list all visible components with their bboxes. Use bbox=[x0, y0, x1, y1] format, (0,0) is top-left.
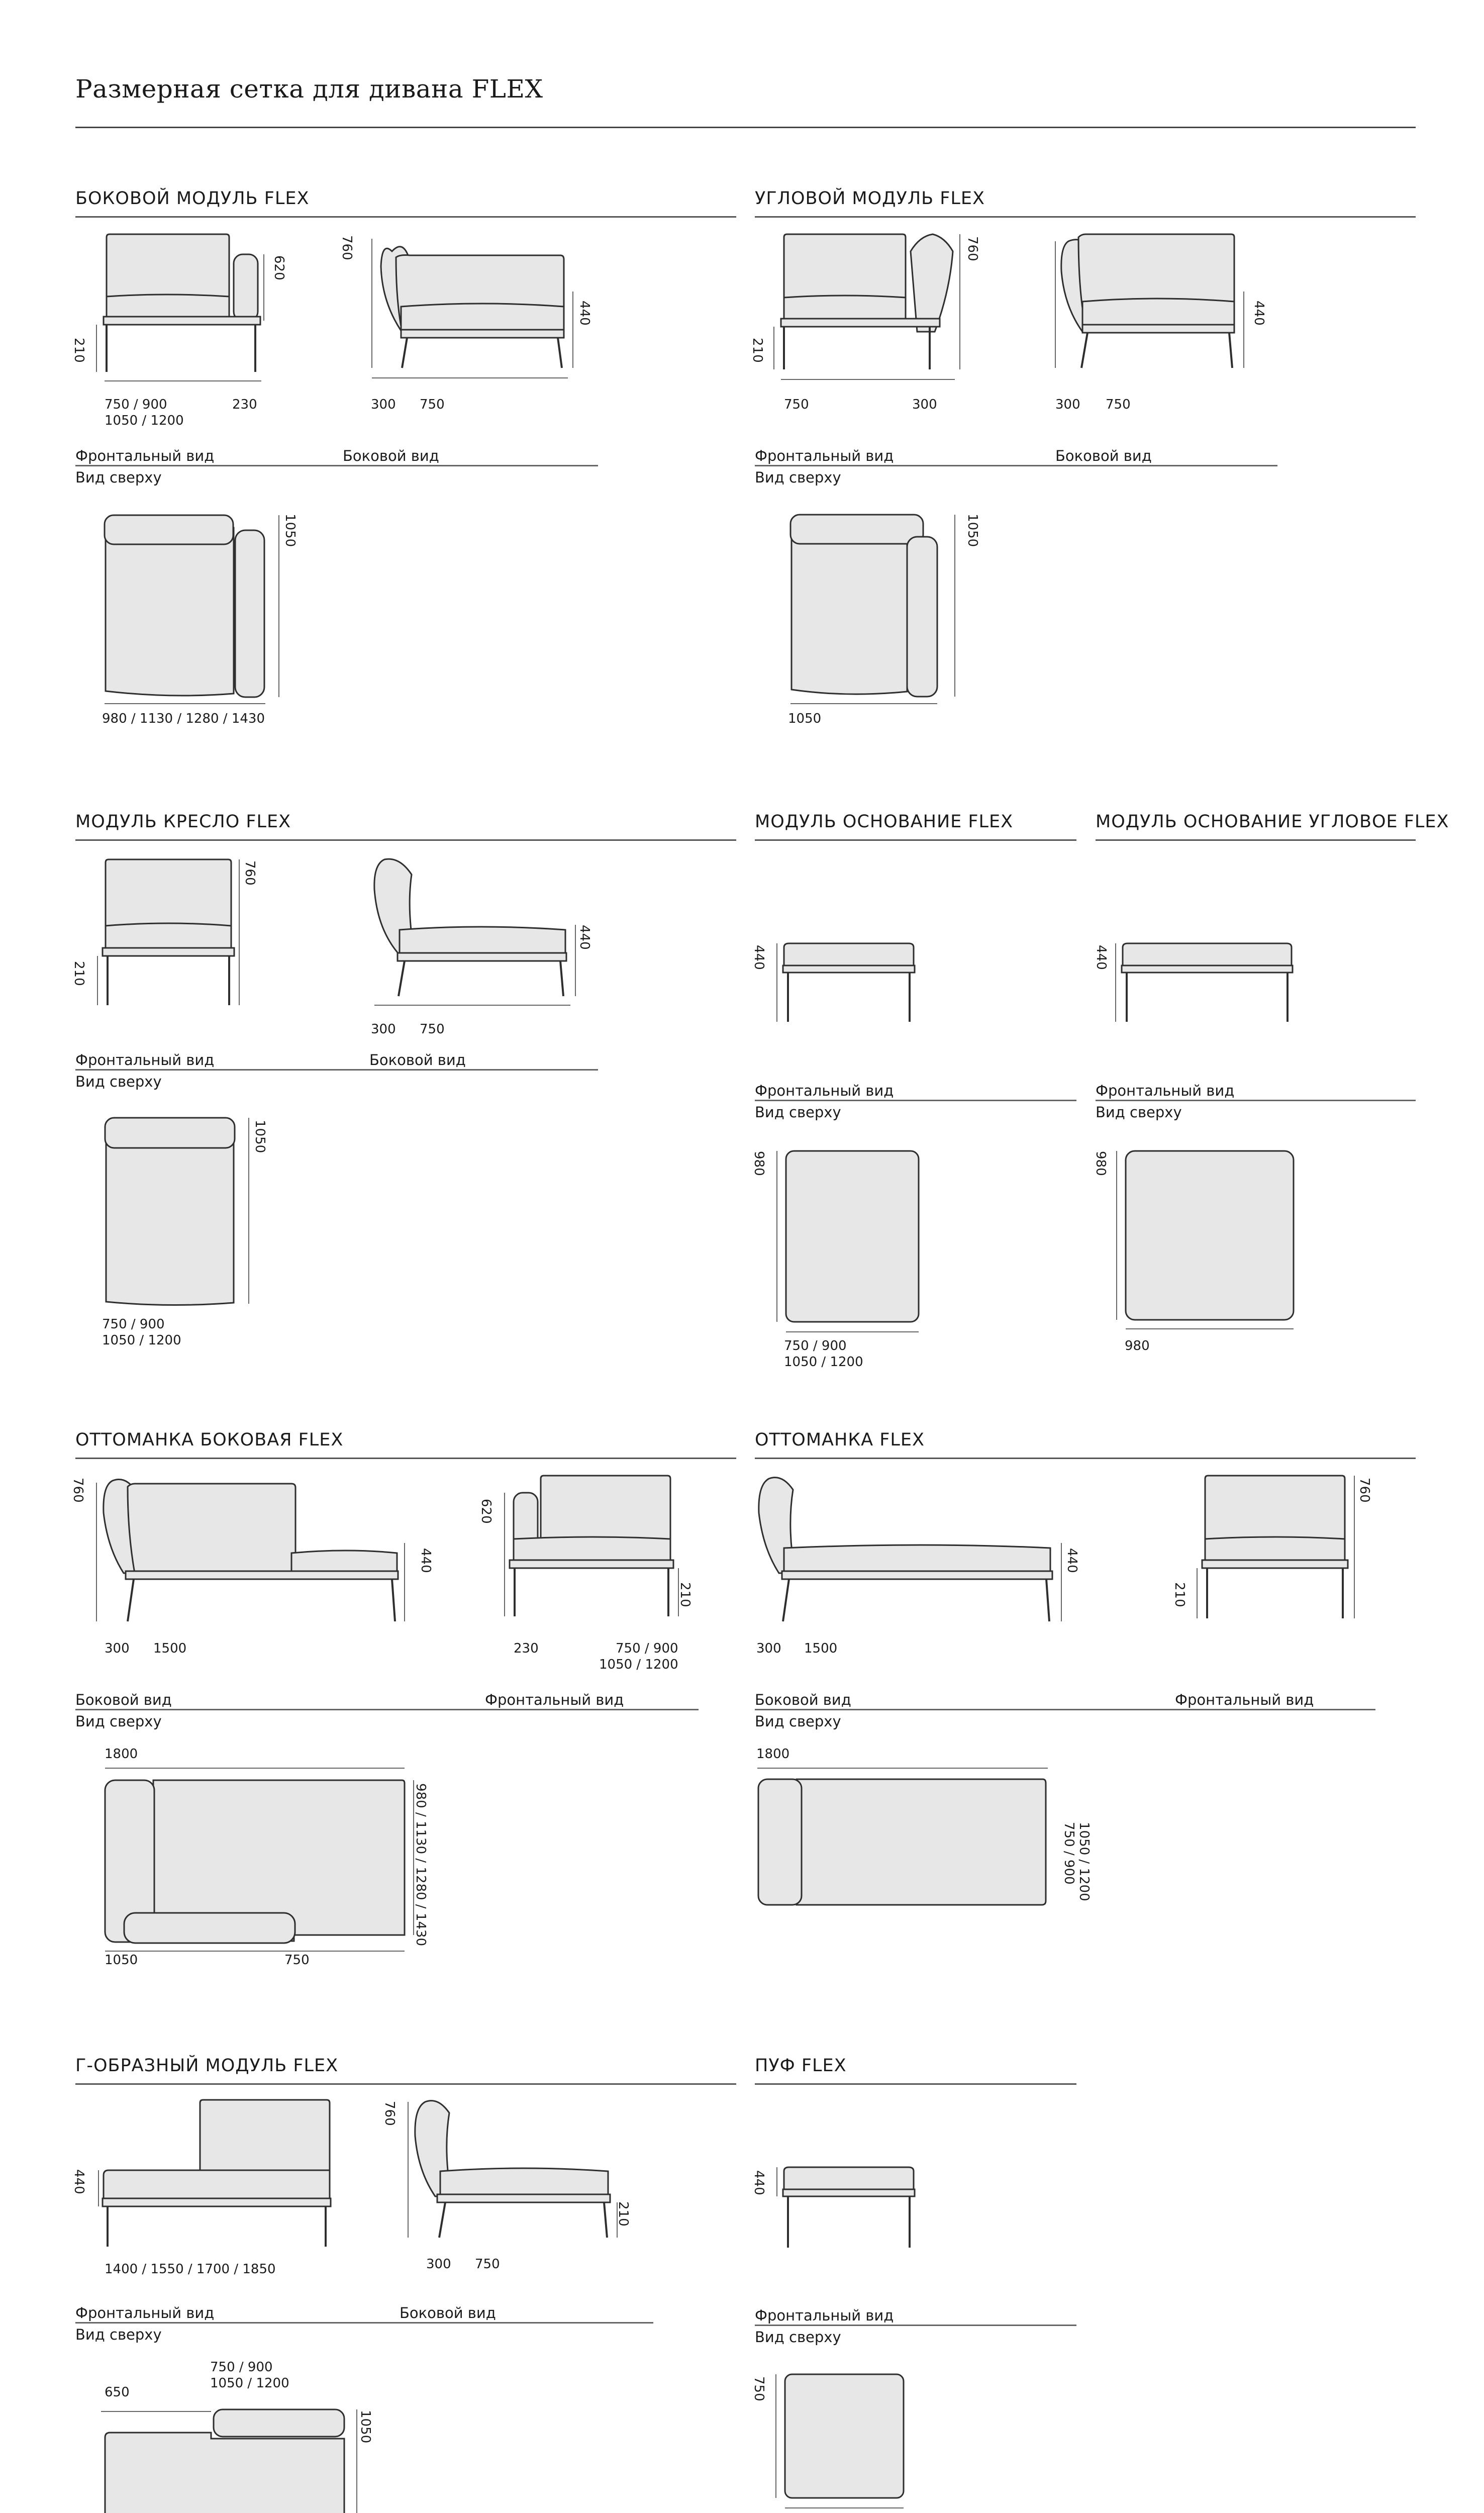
side-view-drawing bbox=[754, 1473, 1096, 1638]
section-divider bbox=[75, 839, 736, 841]
label-front-view: Фронтальный вид bbox=[755, 1082, 894, 1099]
label-front-view: Фронтальный вид bbox=[755, 2307, 894, 2324]
label-top-view: Вид сверху bbox=[755, 1104, 841, 1121]
dim-side-leg: 210 bbox=[616, 2201, 631, 2227]
section-divider bbox=[755, 839, 1076, 841]
side-view-drawing bbox=[364, 854, 596, 1020]
dim-top-depth: 980 bbox=[1093, 1151, 1108, 1176]
side-view-drawing bbox=[1050, 231, 1261, 397]
top-view-drawing bbox=[1116, 1146, 1297, 1337]
dim-front-height: 760 bbox=[965, 236, 980, 261]
dim-side-back: 300 bbox=[105, 1641, 130, 1656]
dim-top-depth: 1050 bbox=[282, 514, 298, 547]
label-divider bbox=[755, 1709, 1375, 1710]
front-view-drawing bbox=[1196, 1473, 1367, 1638]
dim-side-back: 300 bbox=[756, 1641, 781, 1656]
dim-side-length: 1500 bbox=[804, 1641, 838, 1656]
top-view-drawing bbox=[98, 2402, 379, 2513]
front-view-drawing bbox=[774, 937, 935, 1028]
dim-front-back: 300 bbox=[912, 397, 937, 412]
label-divider bbox=[1096, 1100, 1416, 1101]
dim-top-width: 750 / 900 bbox=[784, 1338, 847, 1354]
dim-front-height: 620 bbox=[271, 255, 286, 280]
dim-side-seat: 440 bbox=[1251, 301, 1266, 326]
dim-top-width: 750 / 900 bbox=[102, 1317, 165, 1332]
label-divider bbox=[755, 2325, 1076, 2326]
dim-top-width: 980 / 1130 / 1280 / 1430 bbox=[413, 1783, 428, 1946]
label-top-view: Вид сверху bbox=[755, 469, 841, 486]
top-view-drawing bbox=[98, 1111, 269, 1312]
top-view-drawing bbox=[774, 1146, 935, 1337]
dim-front-seat: 210 bbox=[750, 338, 765, 363]
dim-front-seat: 210 bbox=[1172, 1582, 1187, 1607]
top-view-drawing bbox=[98, 1764, 425, 1955]
dim-top-depth: 750 bbox=[751, 2376, 766, 2401]
dim-side-back: 300 bbox=[371, 1022, 396, 1037]
section-divider bbox=[75, 2083, 736, 2085]
dim-top-width-2: 1050 / 1200 bbox=[784, 1355, 863, 1370]
side-view-drawing bbox=[362, 231, 603, 397]
dim-top-width: 1050 bbox=[788, 711, 822, 726]
label-divider bbox=[755, 1100, 1076, 1101]
section-title: УГЛОВОЙ МОДУЛЬ FLEX bbox=[755, 188, 985, 209]
dim-front-seat: 210 bbox=[71, 338, 86, 363]
dim-side-back: 300 bbox=[1055, 397, 1080, 412]
dim-front-height: 620 bbox=[478, 1499, 493, 1524]
dim-side-depth: 750 bbox=[1106, 397, 1131, 412]
front-view-drawing bbox=[95, 231, 296, 392]
dim-top-length: 1800 bbox=[105, 1747, 138, 1762]
dim-side-seat: 440 bbox=[418, 1548, 433, 1573]
label-top-view: Вид сверху bbox=[755, 2329, 841, 2346]
dim-top-a: 1050 bbox=[105, 1953, 138, 1968]
section-divider bbox=[1096, 839, 1416, 841]
section-title: ОТТОМАНКА БОКОВАЯ FLEX bbox=[75, 1430, 344, 1450]
dim-front-width: 1400 / 1550 / 1700 / 1850 bbox=[105, 2262, 276, 2277]
dim-front-height: 440 bbox=[1094, 945, 1109, 970]
front-view-drawing bbox=[503, 1473, 683, 1638]
dim-front-width: 750 bbox=[784, 397, 809, 412]
dim-front-height: 440 bbox=[751, 2170, 766, 2195]
label-side-view: Боковой вид bbox=[343, 447, 439, 464]
label-top-view: Вид сверху bbox=[75, 1713, 162, 1730]
label-divider bbox=[75, 1709, 699, 1710]
dim-top-depth: 1050 bbox=[965, 514, 980, 547]
label-top-view: Вид сверху bbox=[75, 2326, 162, 2343]
label-top-view: Вид сверху bbox=[75, 1073, 162, 1090]
dim-side-back: 300 bbox=[426, 2257, 451, 2272]
dim-front-seat: 210 bbox=[71, 961, 86, 986]
front-view-drawing bbox=[95, 854, 256, 1015]
dim-top-depth: 1050 bbox=[252, 1120, 267, 1153]
dim-front-seat: 210 bbox=[677, 1582, 692, 1607]
label-top-view: Вид сверху bbox=[755, 1713, 841, 1730]
dim-top-w: 750 / 900 bbox=[210, 2360, 273, 2375]
dim-front-seat: 440 bbox=[71, 2169, 86, 2194]
dim-front-width: 750 / 900 bbox=[105, 397, 167, 412]
dim-side-depth: 750 bbox=[475, 2257, 500, 2272]
section-title: БОКОВОЙ МОДУЛЬ FLEX bbox=[75, 188, 310, 209]
side-view-drawing bbox=[95, 1473, 447, 1638]
top-view-drawing bbox=[774, 2367, 925, 2513]
label-front-view: Фронтальный вид bbox=[1175, 1691, 1314, 1708]
dim-top-width-2: 1050 / 1200 bbox=[1076, 1822, 1092, 1901]
dim-front-width-2: 1050 / 1200 bbox=[105, 413, 184, 428]
front-view-drawing bbox=[95, 2096, 347, 2262]
section-title: ОТТОМАНКА FLEX bbox=[755, 1430, 925, 1450]
label-front-view: Фронтальный вид bbox=[75, 1051, 215, 1069]
dim-top-width: 980 bbox=[1125, 1338, 1150, 1354]
label-divider bbox=[75, 465, 598, 466]
side-view-drawing bbox=[407, 2096, 638, 2262]
dim-side-seat: 440 bbox=[577, 301, 592, 326]
label-side-view: Боковой вид bbox=[400, 2304, 496, 2322]
label-divider bbox=[75, 2322, 653, 2324]
dim-side-height: 760 bbox=[70, 1478, 85, 1503]
label-front-view: Фронтальный вид bbox=[75, 447, 215, 464]
section-title: ПУФ FLEX bbox=[755, 2056, 847, 2076]
label-side-view: Боковой вид bbox=[1055, 447, 1152, 464]
dim-side-height: 760 bbox=[339, 235, 354, 260]
dim-side-back: 300 bbox=[371, 397, 396, 412]
label-side-view: Боковой вид bbox=[755, 1691, 851, 1708]
section-divider bbox=[755, 1458, 1416, 1459]
dim-top-w2: 1050 / 1200 bbox=[210, 2376, 289, 2391]
top-view-drawing bbox=[756, 1764, 1078, 1915]
section-title: Г-ОБРАЗНЫЙ МОДУЛЬ FLEX bbox=[75, 2056, 339, 2076]
label-side-view: Боковой вид bbox=[75, 1691, 172, 1708]
front-view-drawing bbox=[774, 231, 995, 397]
section-divider bbox=[75, 216, 736, 218]
dim-side-seat: 440 bbox=[1064, 1548, 1079, 1573]
section-title: МОДУЛЬ КРЕСЛО FLEX bbox=[75, 812, 291, 832]
dim-front-width-2: 1050 / 1200 bbox=[599, 1657, 678, 1672]
label-front-view: Фронтальный вид bbox=[1096, 1082, 1235, 1099]
dim-top-depth: 1050 bbox=[358, 2410, 373, 2444]
section-divider bbox=[755, 216, 1416, 218]
label-divider bbox=[755, 465, 1277, 466]
dim-top-width: 980 / 1130 / 1280 / 1430 bbox=[102, 711, 265, 726]
dim-top-width-2: 1050 / 1200 bbox=[102, 1333, 181, 1348]
label-side-view: Боковой вид bbox=[369, 1051, 466, 1069]
dim-side-length: 1500 bbox=[153, 1641, 187, 1656]
section-title: МОДУЛЬ ОСНОВАНИЕ УГЛОВОЕ FLEX bbox=[1096, 812, 1449, 832]
label-top-view: Вид сверху bbox=[1096, 1104, 1182, 1121]
dim-front-arm: 230 bbox=[514, 1641, 539, 1656]
label-divider bbox=[75, 1069, 598, 1071]
section-divider bbox=[755, 2083, 1076, 2085]
dim-front-height: 760 bbox=[242, 860, 257, 886]
dim-side-depth: 750 bbox=[420, 397, 445, 412]
label-front-view: Фронтальный вид bbox=[755, 447, 894, 464]
dim-top-b: 750 bbox=[284, 1953, 310, 1968]
front-view-drawing bbox=[1116, 937, 1297, 1028]
label-front-view: Фронтальный вид bbox=[75, 2304, 215, 2322]
front-view-drawing bbox=[774, 2161, 935, 2252]
dim-side-depth: 750 bbox=[420, 1022, 445, 1037]
page-title: Размерная сетка для дивана FLEX bbox=[75, 74, 543, 104]
label-top-view: Вид сверху bbox=[75, 469, 162, 486]
dim-top-length: 1800 bbox=[756, 1747, 790, 1762]
section-divider bbox=[75, 1458, 736, 1459]
top-view-drawing bbox=[95, 508, 307, 709]
dim-side-seat: 440 bbox=[577, 925, 592, 950]
dim-front-height: 760 bbox=[1357, 1478, 1372, 1503]
title-divider bbox=[75, 127, 1416, 128]
dim-front-arm: 230 bbox=[232, 397, 257, 412]
dim-top-width: 750 / 900 bbox=[1061, 1822, 1076, 1885]
dim-top-depth: 980 bbox=[751, 1151, 766, 1176]
dim-front-width: 750 / 900 bbox=[616, 1641, 678, 1656]
dim-side-height: 760 bbox=[382, 2101, 397, 2126]
dim-front-height: 440 bbox=[751, 945, 766, 970]
section-title: МОДУЛЬ ОСНОВАНИЕ FLEX bbox=[755, 812, 1014, 832]
label-front-view: Фронтальный вид bbox=[485, 1691, 624, 1708]
dim-top-a: 650 bbox=[105, 2385, 130, 2400]
